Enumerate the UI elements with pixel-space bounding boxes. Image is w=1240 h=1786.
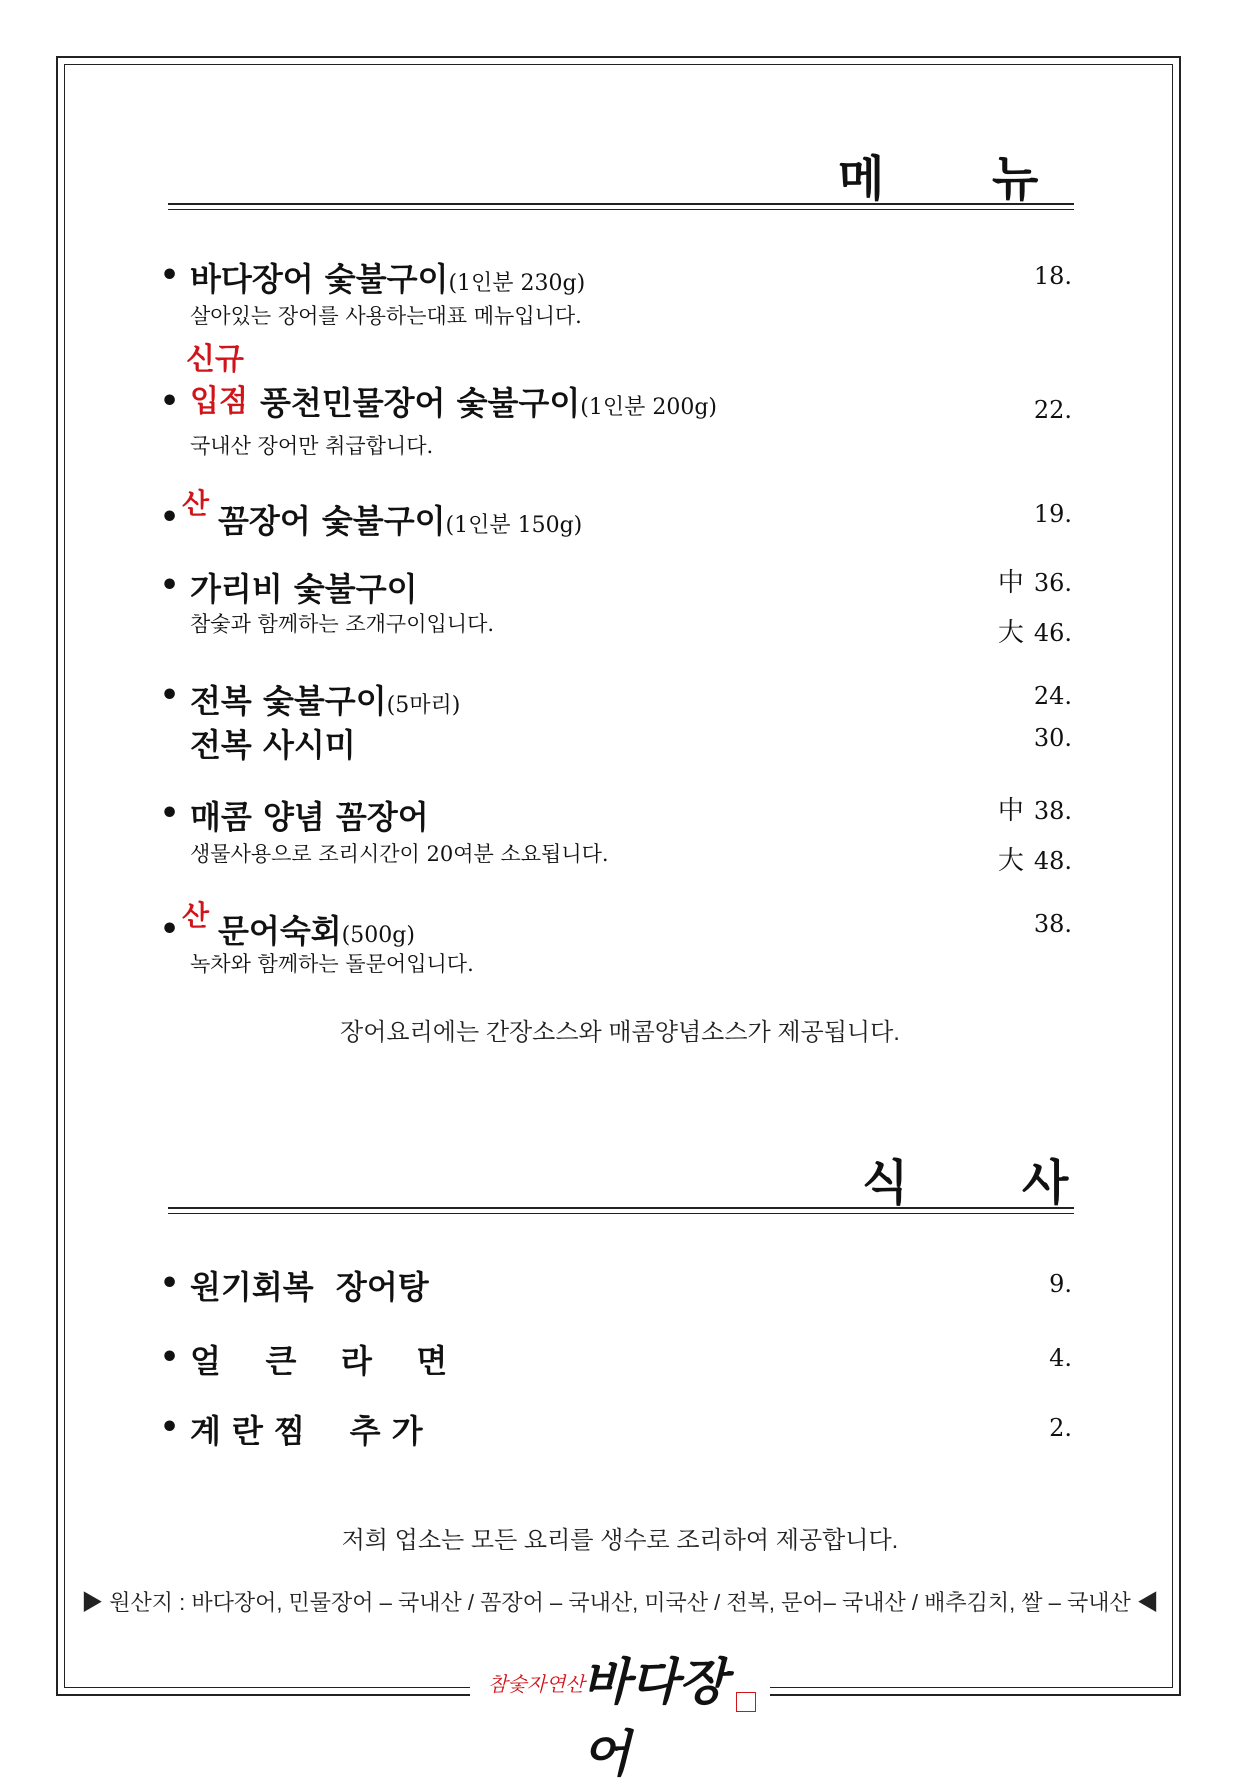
bullet: • [160,678,180,713]
bullet: • [160,912,180,947]
item-description: 국내산 장어만 취급합니다. [190,434,434,458]
seal-icon [736,1692,756,1712]
sauce-note: 장어요리에는 간장소스와 매콤양념소스가 제공됩니다. [340,1019,900,1046]
item-price-large: 大 48. [997,846,1072,876]
bullet: • [160,258,180,293]
sub-item-price: 30. [1033,724,1072,752]
meal-name: 얼 큰 라 면 [190,1342,448,1380]
item-price-medium: 中 38. [997,796,1072,826]
item-name: 풍천민물장어 숯불구이(1인분 200g) [260,384,718,422]
live-badge: 산 [182,899,210,932]
item-name: 매콤 양념 꼼장어 [190,798,429,836]
brand-logo [470,1640,770,1783]
item-price: 38. [1033,910,1072,938]
meal-title-underline [168,1207,1074,1214]
bullet: • [160,1410,180,1445]
menu-title-char-2: 뉴 [992,151,1039,207]
meal-title-char-1: 식 [862,1155,909,1211]
item-description: 참숯과 함께하는 조개구이입니다. [190,612,495,636]
meal-name: 원기회복 장어탕 [190,1268,429,1306]
meal-title-char-2: 사 [1022,1155,1069,1211]
menu-title-char-1: 메 [838,151,885,207]
meal-price: 4. [1049,1344,1072,1372]
item-price: 22. [1033,396,1072,424]
bullet: • [160,796,180,831]
item-name: 전복 숯불구이(5마리) [190,682,461,720]
item-price: 19. [1033,500,1072,528]
water-note: 저희 업소는 모든 요리를 생수로 조리하여 제공합니다. [341,1527,899,1554]
item-price: 24. [1033,682,1072,710]
bullet: • [160,1266,180,1301]
bullet: • [160,384,180,419]
bullet: • [160,1340,180,1375]
bullet: • [160,500,180,535]
item-name: 꼼장어 숯불구이(1인분 150g) [218,502,583,540]
item-price: 18. [1033,262,1072,290]
live-badge: 산 [182,487,210,520]
meal-name: 계 란 찜 추 가 [190,1412,423,1450]
new-badge: 신규 [186,342,244,377]
item-name: 문어숙회(500g) [218,912,415,950]
new-badge-bottom: 입점 [190,384,248,419]
item-name: 가리비 숯불구이 [190,570,418,608]
sub-item-name: 전복 사시미 [190,726,356,764]
item-description: 생물사용으로 조리시간이 20여분 소요됩니다. [190,842,609,866]
item-description: 살아있는 장어를 사용하는대표 메뉴입니다. [190,304,582,328]
item-description: 녹차와 함께하는 돌문어입니다. [190,952,474,976]
origin-note: ▶ 원산지 : 바다장어, 민물장어 – 국내산 / 꼼장어 – 국내산, 미국산 / 전복, 문어– 국내산 / 배추김치, 쌀 – 국내산 ◀ [81,1590,1159,1615]
bullet: • [160,568,180,603]
meal-price: 9. [1049,1270,1072,1298]
item-price-medium: 中 36. [997,568,1072,598]
logo-brand: 바다장어 [582,1652,727,1783]
item-name: 바다장어 숯불구이(1인분 230g) [190,260,586,298]
meal-price: 2. [1049,1414,1072,1442]
item-price-large: 大 46. [997,618,1072,648]
logo-tagline: 참숯자연산 [488,1672,585,1696]
menu-title-underline [168,203,1074,210]
